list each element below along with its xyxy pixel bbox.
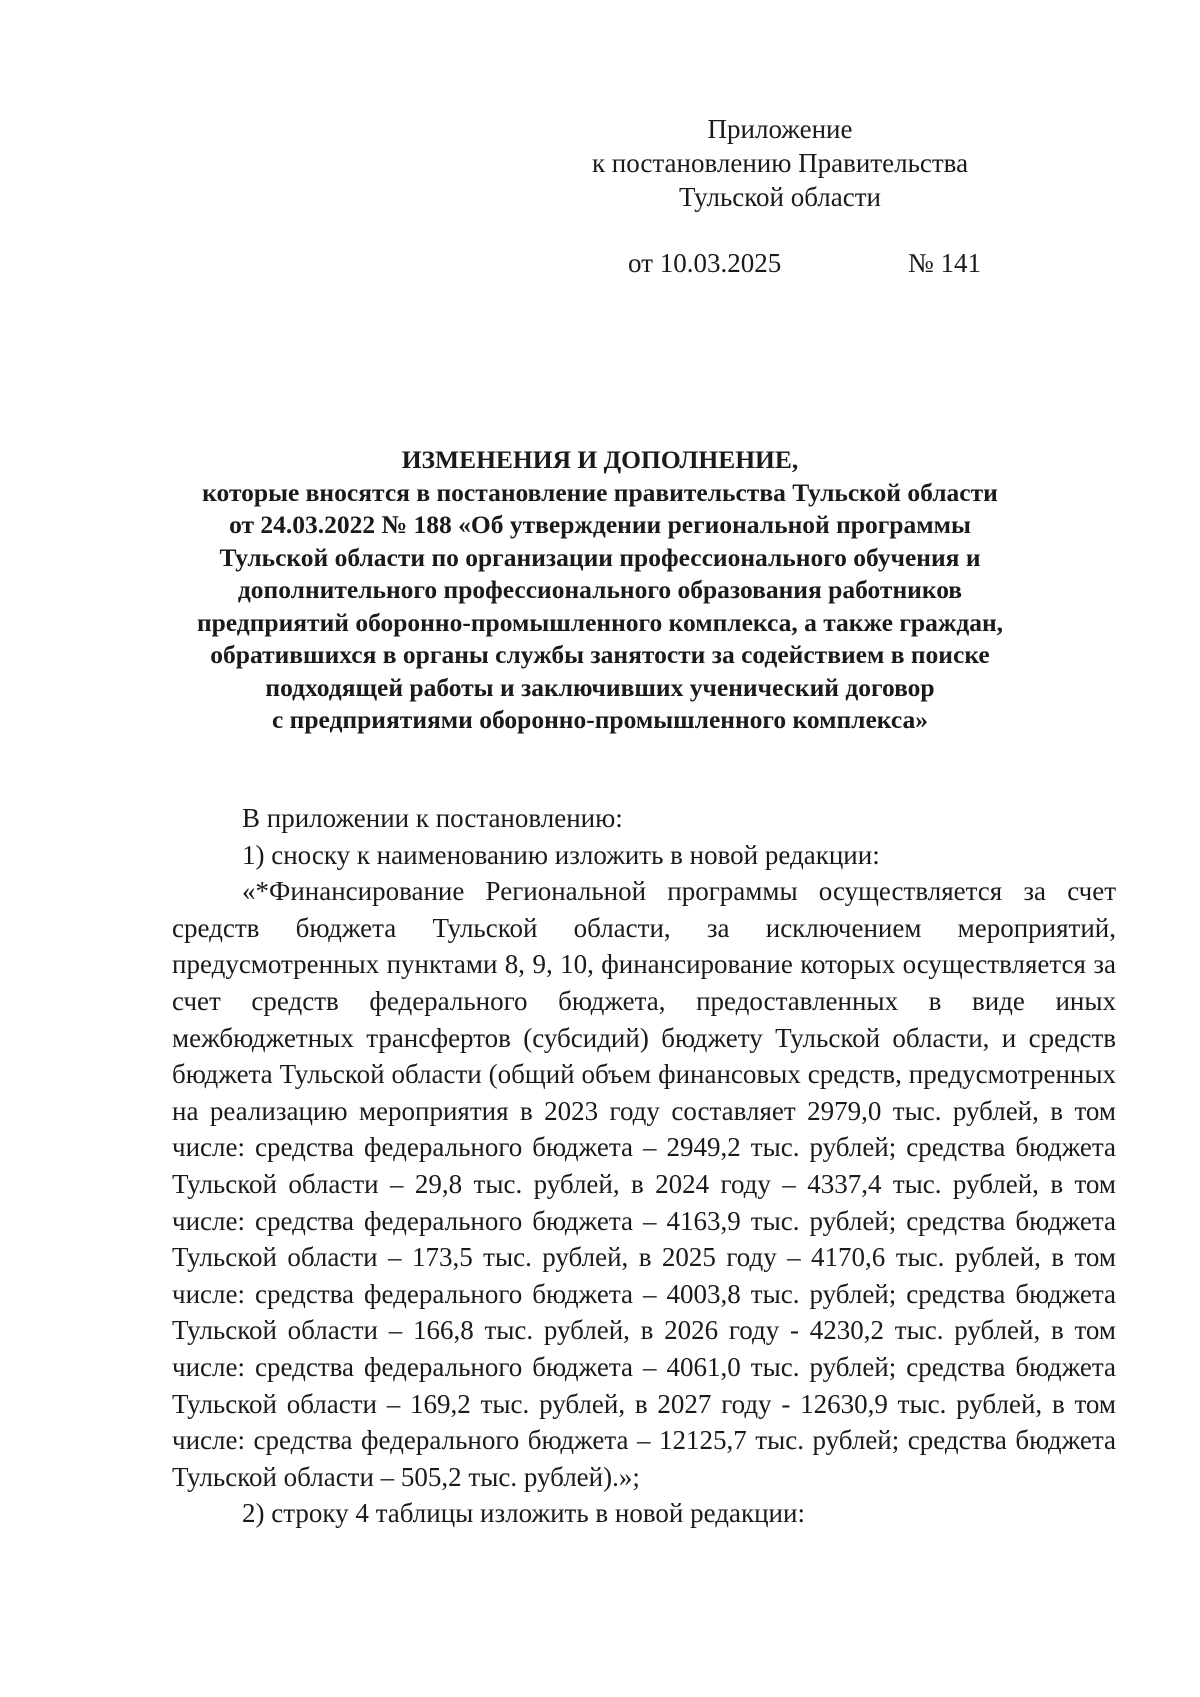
- intro-paragraph: В приложении к постановлению:: [242, 803, 623, 833]
- document-body: [172, 800, 1116, 1532]
- title-line: предприятий оборонно-промышленного комплекса, а также граждан,: [196, 607, 1004, 637]
- item-2-paragraph: 2) строку 4 таблицы изложить в новой редакции:: [242, 1498, 805, 1529]
- item-1-paragraph: 1) сноску к наименованию изложить в новой редакции:: [242, 839, 880, 870]
- appendix-line: к постановлению Правительства: [591, 148, 969, 178]
- title-line: Тульской области по организации профессионального обучения и: [219, 542, 981, 572]
- title-line: ИЗМЕНЕНИЯ И ДОПОЛНЕНИЕ,: [401, 445, 799, 474]
- appendix-header: [560, 112, 1000, 214]
- title-line: обратившихся в органы службы занятости за содействием в поиске: [210, 640, 990, 669]
- footnote-quote-paragraph: «*Финансирование Региональной программы осуществляется за счет средств бюджета Тульской области, за исключением мероприятий, предусмотренных пунктами 8, 9, 10, финансирование которых осуществляется за счет средств федерального бюджета, предоставленных в виде иных межбюджетных трансфертов (субсидий) бюджету Тульской области, и средств бюджета Тульской области (общий объем финансовых средств, предусмотренных на реализацию мероприятия в 2023 году составляет 2979,0 тыс. рублей, в том числе: средства федерального бюджета – 2949,2 тыс. рублей; средства бюджета Тульской области – 29,8 тыс. рублей, в 2024 году – 4337,4 тыс. рублей, в том числе: средства федерального бюджета – 4163,9 тыс. рублей; средства бюджета Тульской области – 173,5 тыс. рублей, в 2025 году – 4170,6 тыс. рублей, в том числе: средства федерального бюджета – 4003,8 тыс. рублей; средства бюджета Тульской области – 166,8 тыс. рублей, в 2026 году - 4230,2 тыс. рублей, в том числе: средства федерального бюджета – 4061,0 тыс. рублей; средства бюджета Тульской области – 169,2 тыс. рублей, в 2027 году - 12630,9 тыс. рублей, в том числе: средства федерального бюджета – 12125,7 тыс. рублей; средства бюджета Тульской области – 505,2 тыс. рублей).»;: [172, 876, 1116, 1492]
- appendix-line: Приложение: [707, 114, 853, 144]
- title-line: подходящей работы и заключивших ученический договор: [265, 672, 935, 702]
- title-line: дополнительного профессионального образования работников: [237, 575, 963, 604]
- appendix-line: Тульской области: [679, 182, 881, 212]
- title-line: от 24.03.2022 № 188 «Об утверждении региональной программы: [229, 510, 971, 539]
- document-number: № 141: [908, 248, 982, 278]
- document-date: от 10.03.2025: [628, 248, 782, 278]
- title-line: с предприятиями оборонно-промышленного комплекса»: [271, 705, 928, 734]
- title-line: которые вносятся в постановление правительства Тульской области: [202, 477, 998, 507]
- document-title: [150, 444, 1050, 737]
